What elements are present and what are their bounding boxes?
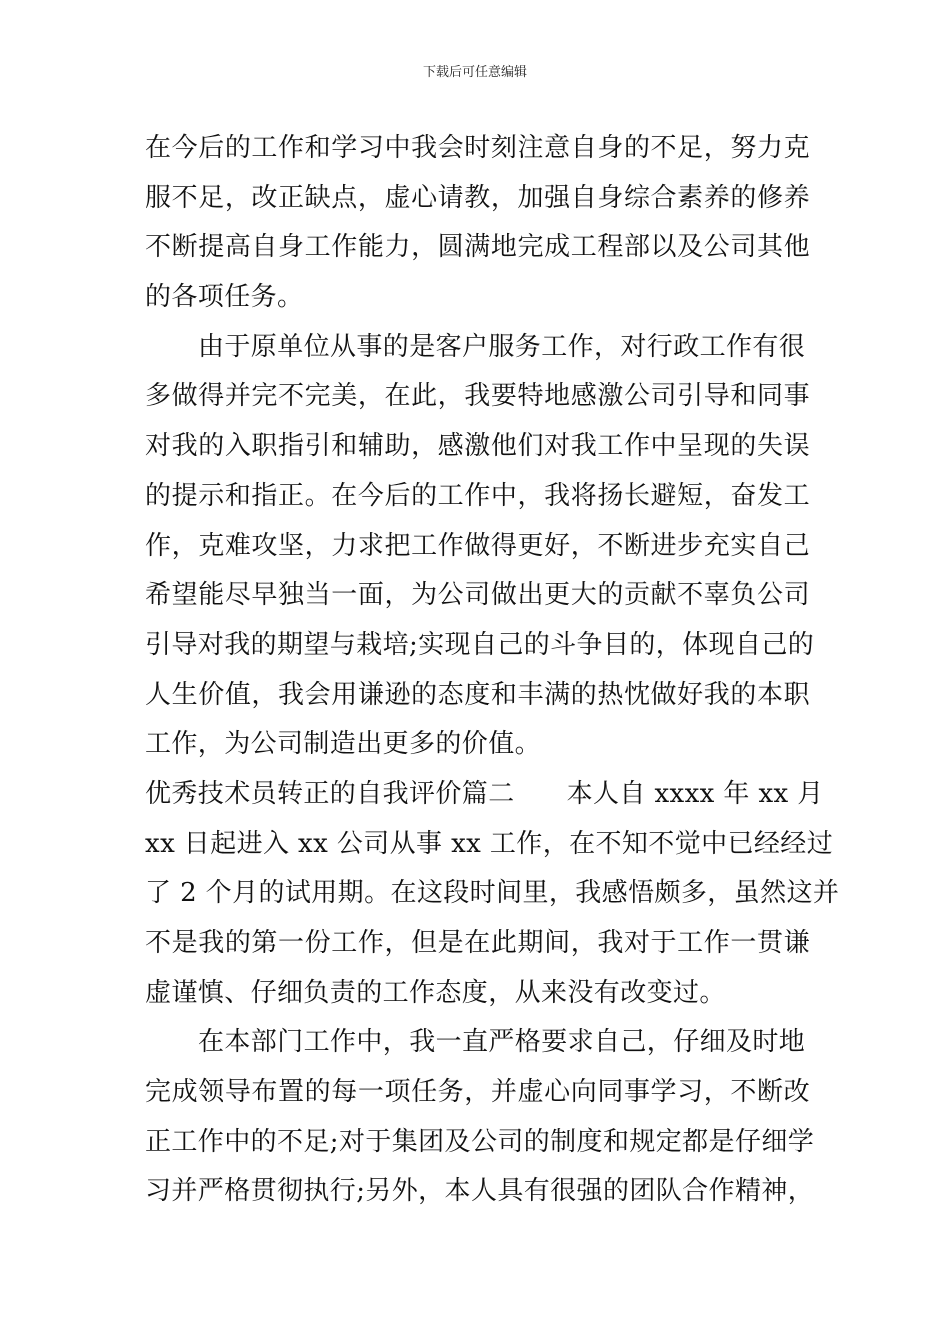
text-line: 人生价值，我会用谦逊的态度和丰满的热忱做好我的本职 bbox=[145, 679, 810, 710]
text-line: xx 日起进入 xx 公司从事 xx 工作，在不知不觉中已经经过 bbox=[145, 828, 834, 859]
text-line: 了 2 个月的试用期。在这段时间里，我感悟颇多，虽然这并 bbox=[145, 878, 840, 909]
section-lead-text: 本人自 xxxx 年 xx 月 bbox=[566, 778, 824, 809]
text-line: 虚谨慎、仔细负责的工作态度，从来没有改变过。 bbox=[145, 977, 726, 1008]
text-line: 正工作中的不足;对于集团及公司的制度和规定都是仔细学 bbox=[145, 1126, 815, 1157]
text-line: 的各项任务。 bbox=[145, 282, 304, 313]
text-line: 在本部门工作中，我一直严格要求自己，仔细及时地 bbox=[198, 1027, 806, 1058]
text-line: 引导对我的期望与栽培;实现自己的斗争目的，体现自己的 bbox=[145, 629, 815, 660]
text-line: 工作，为公司制造出更多的价值。 bbox=[145, 729, 542, 760]
page-header: 下载后可任意编辑 bbox=[422, 65, 527, 80]
text-line: 服不足，改正缺点，虚心请教，加强自身综合素养的修养 bbox=[145, 182, 810, 213]
text-line: 习并严格贯彻执行;另外，本人具有很强的团队合作精神， bbox=[145, 1176, 815, 1207]
paragraph-3 bbox=[145, 820, 840, 1019]
section-title: 优秀技术员转正的自我评价篇二 bbox=[145, 778, 515, 809]
text-line: 的提示和指正。在今后的工作中，我将扬长避短，奋发工 bbox=[145, 480, 810, 511]
text-line: 完成领导布置的每一项任务，并虚心向同事学习，不断改 bbox=[145, 1077, 810, 1108]
text-line: 不断提高自身工作能力，圆满地完成工程部以及公司其他 bbox=[145, 232, 810, 263]
text-line: 作，克难攻坚，力求把工作做得更好，不断进步充实自己 bbox=[145, 530, 810, 561]
paragraph-4 bbox=[145, 1018, 815, 1217]
paragraph-1 bbox=[145, 124, 810, 323]
text-line: 多做得并完不完美，在此，我要特地感激公司引导和同事 bbox=[145, 381, 810, 412]
text-line: 希望能尽早独当一面，为公司做出更大的贡献不辜负公司 bbox=[145, 580, 810, 611]
text-line: 对我的入职指引和辅助，感激他们对我工作中呈现的失误 bbox=[145, 431, 810, 462]
text-line: 由于原单位从事的是客户服务工作，对行政工作有很 bbox=[198, 331, 806, 362]
document-body bbox=[145, 124, 840, 1217]
paragraph-2 bbox=[145, 323, 815, 770]
section-title-line bbox=[145, 770, 824, 820]
text-line: 不是我的第一份工作，但是在此期间，我对于工作一贯谦 bbox=[145, 928, 810, 958]
text-line: 在今后的工作和学习中我会时刻注意自身的不足，努力克 bbox=[145, 133, 810, 163]
